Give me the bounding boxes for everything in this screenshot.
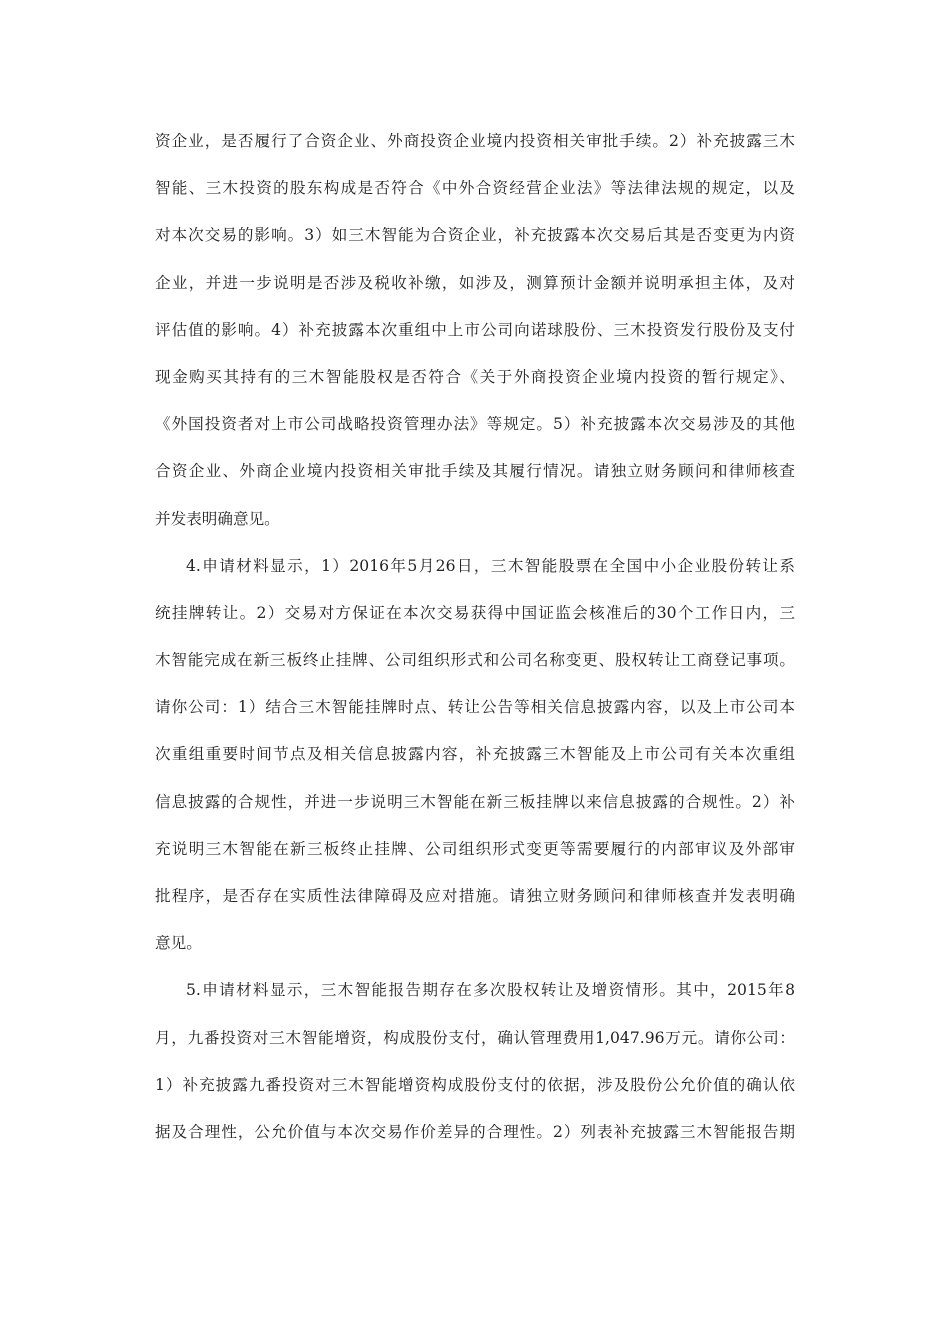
- text-line: 5.申请材料显示，三木智能报告期存在多次股权转让及增资情形。其中，2015年8: [186, 981, 795, 1000]
- text-line: 现金购买其持有的三木智能股权是否符合《关于外商投资企业境内投资的暂行规定》、: [155, 367, 795, 386]
- paragraph-continuation: [155, 118, 795, 543]
- text-line: 《外国投资者对上市公司战略投资管理办法》等规定。5）补充披露本次交易涉及的其他: [155, 415, 795, 434]
- paragraph-question-4: [155, 543, 795, 968]
- text-line: 月，九番投资对三木智能增资，构成股份支付，确认管理费用1,047.96万元。请你公司：: [155, 1028, 795, 1047]
- text-line: 木智能完成在新三板终止挂牌、公司组织形式和公司名称变更、股权转让工商登记事项。: [155, 651, 795, 670]
- document-body: [155, 118, 795, 1156]
- text-line: 合资企业、外商企业境内投资相关审批手续及其履行情况。请独立财务顾问和律师核查: [155, 462, 795, 481]
- text-line: 4.申请材料显示，1）2016年5月26日，三木智能股票在全国中小企业股份转让系: [186, 556, 795, 575]
- text-line: 企业，并进一步说明是否涉及税收补缴，如涉及，测算预计金额并说明承担主体，及对: [155, 273, 795, 292]
- text-line: 意见。: [155, 934, 202, 953]
- text-line: 1）补充披露九番投资对三木智能增资构成股份支付的依据，涉及股份公允价值的确认依: [155, 1075, 795, 1094]
- text-line: 对本次交易的影响。3）如三木智能为合资企业，补充披露本次交易后其是否变更为内资: [155, 226, 795, 245]
- text-line: 资企业，是否履行了合资企业、外商投资企业境内投资相关审批手续。2）补充披露三木: [155, 132, 795, 150]
- text-line: 并发表明确意见。: [155, 509, 280, 528]
- text-line: 智能、三木投资的股东构成是否符合《中外合资经营企业法》等法律法规的规定，以及: [155, 179, 795, 198]
- text-line: 统挂牌转让。2）交易对方保证在本次交易获得中国证监会核准后的30个工作日内，三: [155, 603, 795, 622]
- text-line: 充说明三木智能在新三板终止挂牌、公司组织形式变更等需要履行的内部审议及外部审: [155, 839, 795, 858]
- text-line: 请你公司：1）结合三木智能挂牌时点、转让公告等相关信息披露内容，以及上市公司本: [155, 698, 795, 717]
- text-line: 据及合理性，公允价值与本次交易作价差异的合理性。2）列表补充披露三木智能报告期: [155, 1122, 795, 1141]
- paragraph-question-5: [155, 967, 795, 1156]
- text-line: 评估值的影响。4）补充披露本次重组中上市公司向诺球股份、三木投资发行股份及支付: [155, 320, 795, 339]
- text-line: 批程序，是否存在实质性法律障碍及应对措施。请独立财务顾问和律师核查并发表明确: [155, 887, 795, 905]
- text-line: 次重组重要时间节点及相关信息披露内容，补充披露三木智能及上市公司有关本次重组: [155, 745, 795, 764]
- text-line: 信息披露的合规性，并进一步说明三木智能在新三板挂牌以来信息披露的合规性。2）补: [155, 792, 795, 811]
